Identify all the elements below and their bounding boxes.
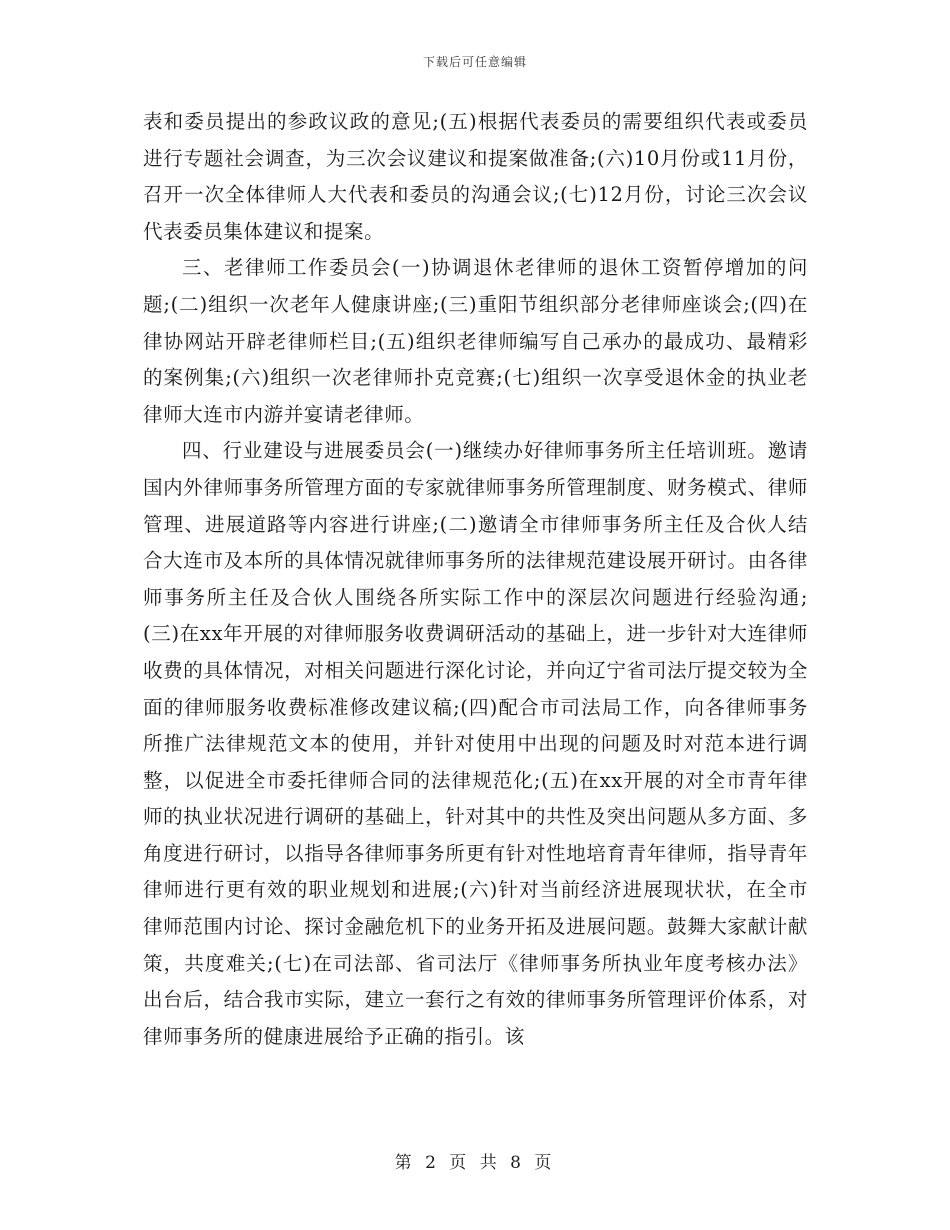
page-header-note: 下载后可任意编辑: [422, 55, 527, 69]
paragraph-continued: 表和委员提出的参政议政的意见;(五)根据代表委员的需要组织代表或委员进行专题社会调查，为三次会议建议和提案做准备;(六)10月份或11月份，召开一次全体律师人大代表和委员的沟通会议;(七)12月份，讨论三次会议代表委员集体建议和提案。: [143, 110, 808, 243]
paragraph-industry-development-committee: 四、行业建设与进展委员会(一)继续办好律师事务所主任培训班。邀请国内外律师事务所管理方面的专家就律师事务所管理制度、财务模式、律师管理、进展道路等内容进行讲座;(二)邀请全市律师事务所主任及合伙人结合大连市及本所的具体情况就律师事务所的法律规范建设展开研讨。由各律师事务所主任及合伙人围绕各所实际工作中的深层次问题进行经验沟通;(三)在xx年开展的对律师服务收费调研活动的基础上，进一步针对大连律师收费的具体情况，对相关问题进行深化讨论，并向辽宁省司法厅提交较为全面的律师服务收费标准修改建议稿;(四)配合市司法局工作，向各律师事务所推广法律规范文本的使用，并针对使用中出现的问题及时对范本进行调整，以促进全市委托律师合同的法律规范化;(五)在xx开展的对全市青年律师的执业状况进行调研的基础上，针对其中的共性及突出问题从多方面、多角度进行研讨，以指导各律师事务所更有针对性地培育青年律师，指导青年律师进行更有效的职业规划和进展;(六)针对当前经济进展现状状，在全市律师范围内讨论、探讨金融危机下的业务开拓及进展问题。鼓舞大家献计献策，共度难关;(七)在司法部、省司法厅《律师事务所执业年度考核办法》出台后，结合我市实际，建立一套行之有效的律师事务所管理评价体系，对律师事务所的健康进展给予正确的指引。该: [143, 439, 808, 1048]
page-number: 第 2 页 共 8 页: [394, 1153, 556, 1173]
paragraph-senior-lawyers-committee: 三、老律师工作委员会(一)协调退休老律师的退休工资暂停增加的问题;(二)组织一次老年人健康讲座;(三)重阳节组织部分老律师座谈会;(四)在律协网站开辟老律师栏目;(五)组织老律师编写自己承办的最成功、最精彩的案例集;(六)组织一次老律师扑克竞赛;(七)组织一次享受退休金的执业老律师大连市内游并宴请老律师。: [143, 256, 808, 426]
document-body: [143, 104, 808, 1055]
